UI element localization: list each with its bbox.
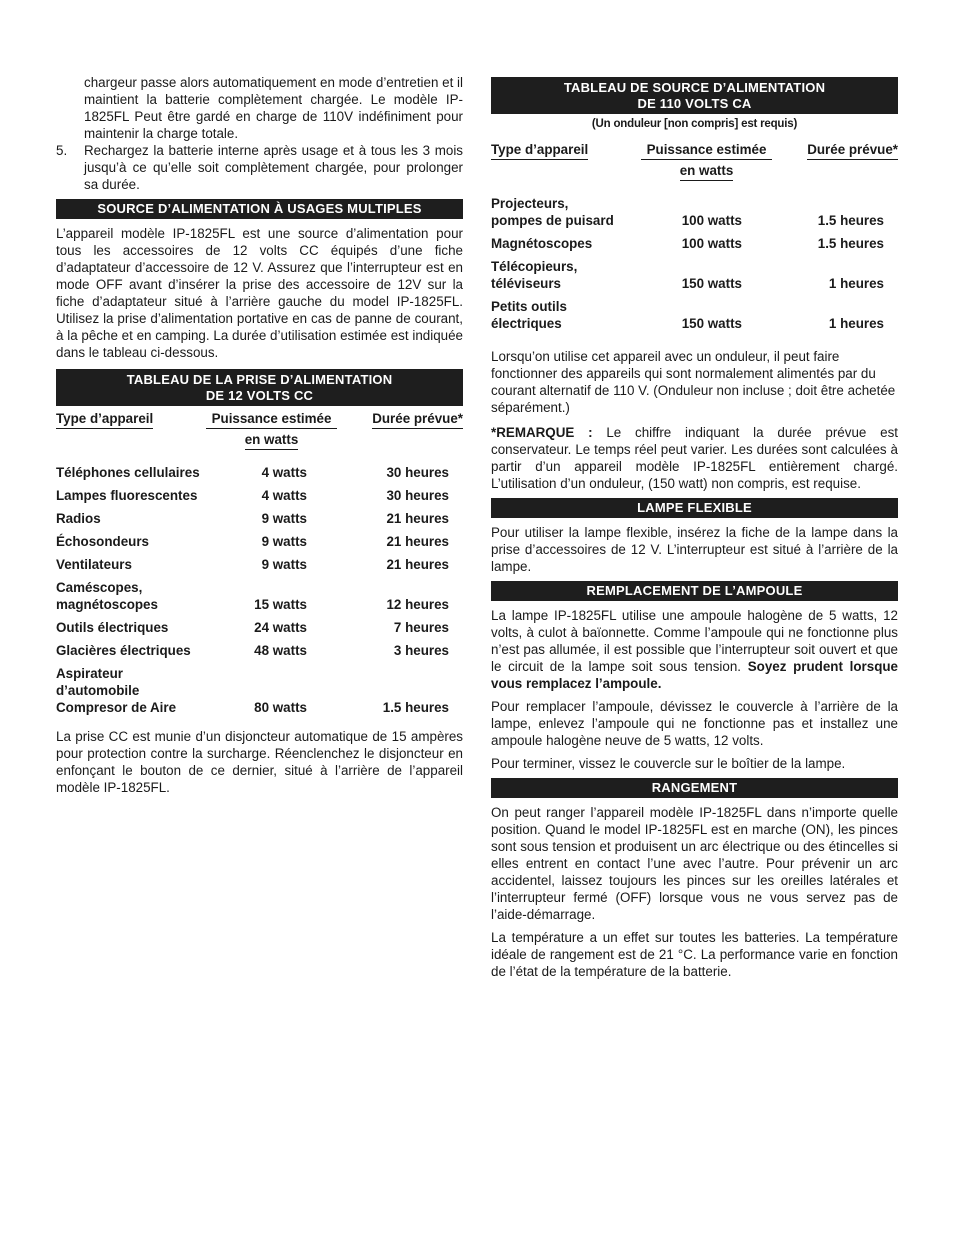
cell-power: 24 watts bbox=[254, 620, 307, 635]
cell-power: 9 watts bbox=[261, 557, 307, 572]
inverter-required-note: (Un onduleur [non compris] est requis) bbox=[591, 118, 798, 130]
cell-device-type bbox=[56, 550, 206, 573]
device-type-line: Lampes fluorescentes bbox=[56, 488, 198, 503]
table-heading-110v-line1: TABLEAU DE SOURCE D’ALIMENTATION bbox=[563, 80, 826, 95]
section-heading-lamp: LAMPE FLEXIBLE bbox=[491, 498, 898, 518]
table-row bbox=[56, 550, 463, 573]
table-row bbox=[491, 252, 898, 292]
remark-paragraph bbox=[491, 424, 898, 492]
device-type-line: Télécopieurs, téléviseurs bbox=[491, 259, 578, 291]
left-column bbox=[56, 74, 463, 802]
table-heading-12v bbox=[56, 369, 463, 406]
cell-duration: 21 heures bbox=[386, 534, 449, 549]
remark-label: *REMARQUE : bbox=[491, 425, 593, 440]
cell-device-type bbox=[491, 181, 641, 229]
cell-device-type bbox=[56, 636, 206, 659]
cell-duration: 7 heures bbox=[393, 620, 449, 635]
cell-duration: 30 heures bbox=[386, 488, 449, 503]
section-body-lamp: Pour utiliser la lampe flexible, insérez la fiche de la lampe dans la prise d’accessoires de 12 V. L’interrupteur est situé à l’arrière de la lampe. bbox=[491, 525, 898, 574]
inverter-paragraph: Lorsqu’on utilise cet appareil avec un onduleur, il peut faire fonctionner des appareils qui sont normalement alimentés par du courant alternatif de 110 V. (Onduleur non incluse ; doit être achetée séparément.) bbox=[491, 349, 896, 415]
device-type-line: Compresor de Aire bbox=[56, 700, 177, 715]
table-heading-110v-line2: DE 110 VOLTS CA bbox=[637, 96, 752, 111]
section-body-multi-use: L’appareil modèle IP-1825FL est une source d’alimentation pour tous les accessoires de 12 volts CC équipés d’une fiche d’adaptateur d’accessoire de 12 V. Assurez que l’interrupteur est en mode OFF avant d’insérer la prise des accessoire de 12V sur la fiche d’adaptateur situé à l’arrière gauche du model IP-1825FL. Utilisez la prise d’alimentation portative en cas de panne de courant, à la pêche et en camping. La durée d’utilisation estimée est indiquée dans le tableau ci-dessous. bbox=[56, 226, 463, 360]
section-heading-bulb: REMPLACEMENT DE L’AMPOULE bbox=[491, 581, 898, 601]
cell-duration: 1.5 heures bbox=[817, 236, 884, 251]
section-heading-multi-use: SOURCE D’ALIMENTATION À USAGES MULTIPLES bbox=[56, 199, 463, 219]
cell-duration: 1.5 heures bbox=[817, 213, 884, 228]
cell-power: 15 watts bbox=[254, 597, 307, 612]
table-row bbox=[491, 229, 898, 252]
list-item-5 bbox=[56, 142, 463, 193]
table-row bbox=[56, 450, 463, 481]
device-type-line: Magnétoscopes bbox=[491, 236, 593, 251]
device-type-line: Petits outils électriques bbox=[491, 299, 567, 331]
table-row bbox=[56, 659, 463, 716]
table-heading-12v-line2: DE 12 VOLTS CC bbox=[205, 388, 314, 403]
device-type-line: Téléphones cellulaires bbox=[56, 465, 200, 480]
cell-power: 9 watts bbox=[261, 534, 307, 549]
bulb-warning: Soyez prudent lorsque vous remplacez l’ampoule. bbox=[491, 659, 898, 691]
cell-duration: 3 heures bbox=[393, 643, 449, 658]
cell-power: 48 watts bbox=[254, 643, 307, 658]
header-type: Type d’appareil bbox=[56, 410, 206, 450]
device-type-line: Projecteurs, bbox=[491, 196, 569, 211]
cell-device-type bbox=[56, 573, 206, 613]
cell-power: 4 watts bbox=[261, 465, 307, 480]
remark-text: Le chiffre indiquant la durée prévue est conservateur. Le temps réel peut varier. Les durées sont calculées à partir d’un appareil modèle IP-1825FL entièrement chargé. L’utilisation d’un onduleur, (150 watt) non compris, est requise. bbox=[491, 425, 898, 491]
table-row bbox=[56, 613, 463, 636]
section-body-storage: On peut ranger l’appareil modèle IP-1825FL dans n’importe quelle position. Quand le model IP-1825FL est en marche (ON), les pinces sont sous tension et produisent un arc électrique ou des étincelles si elles entrent en contact l’une avec l’autre. Pour prévenir un arc accidentel, laissez toujours les pinces sur les oreilles latérales et l’interrupteur fermé (OFF) lorsque vous ne vous servez pas de l’aide-démarrage. bbox=[491, 805, 898, 922]
cell-duration: 30 heures bbox=[386, 465, 449, 480]
header-power: Puissance estimée en watts bbox=[641, 141, 772, 181]
cell-duration: 21 heures bbox=[386, 511, 449, 526]
cell-device-type bbox=[56, 450, 206, 481]
header-type: Type d’appareil bbox=[491, 141, 641, 181]
table-header-row bbox=[56, 410, 463, 450]
device-type-line: Caméscopes, bbox=[56, 580, 143, 595]
section-body-bulb: La lampe IP-1825FL utilise une ampoule halogène de 5 watts, 12 volts, à culot à baïonnette. Comme l’ampoule qui ne fonctionne plus n’est pas allumée, il est possible que l’interrupteur soit ouvert et que le circuit de la lampe soit sous tension. Soyez prudent lorsque vous remplacez l’ampoule. bbox=[491, 608, 898, 691]
device-type-line: pompes de puisard bbox=[491, 213, 614, 228]
list-text: Rechargez la batterie interne après usage et à tous les 3 mois jusqu’à ce qu’elle soit complètement chargée, pour prolonger sa durée. bbox=[84, 143, 463, 192]
cell-device-type bbox=[491, 229, 641, 252]
table-row bbox=[56, 527, 463, 550]
device-type-line: Outils électriques bbox=[56, 620, 169, 635]
device-type-line: Aspirateur d’automobile bbox=[56, 666, 140, 698]
cell-duration: 1.5 heures bbox=[382, 700, 449, 715]
table-heading-110v bbox=[491, 77, 898, 114]
cell-device-type bbox=[56, 527, 206, 550]
table-row bbox=[56, 573, 463, 613]
table-row bbox=[56, 481, 463, 504]
table-row bbox=[491, 292, 898, 332]
table-row bbox=[56, 636, 463, 659]
intro-continuation: chargeur passe alors automatiquement en mode d’entretien et il maintient la batterie complètement chargée. Le modèle IP-1825FL Peut être gardé en charge de 110V indéfiniment pour maintenir la charge totale. bbox=[84, 75, 463, 141]
device-type-line: Glacières électriques bbox=[56, 643, 191, 658]
table-row bbox=[56, 504, 463, 527]
cell-power: 4 watts bbox=[261, 488, 307, 503]
cell-power: 150 watts bbox=[681, 276, 742, 291]
table-row bbox=[491, 181, 898, 229]
device-type-line: Radios bbox=[56, 511, 101, 526]
table-12v bbox=[56, 410, 463, 716]
cell-duration: 1 heures bbox=[828, 316, 884, 331]
cell-power: 100 watts bbox=[681, 236, 742, 251]
device-type-line: magnétoscopes bbox=[56, 597, 158, 612]
cell-duration: 1 heures bbox=[828, 276, 884, 291]
device-type-line: Ventilateurs bbox=[56, 557, 132, 572]
bulb-replacement-steps: Pour remplacer l’ampoule, dévissez le couvercle à l’arrière de la lampe, enlevez l’ampoule qui ne fonctionne pas et installez une ampoule halogène neuve de 5 watts, 12 volts. bbox=[491, 699, 898, 748]
cell-device-type bbox=[491, 292, 641, 332]
cell-power: 9 watts bbox=[261, 511, 307, 526]
list-number: 5. bbox=[56, 143, 68, 158]
section-body-temperature: La température a un effet sur toutes les batteries. La température idéale de rangement est de 21 °C. La performance varie en fonction de l’état de la température de la batterie. bbox=[491, 930, 898, 979]
cell-device-type bbox=[491, 252, 641, 292]
cell-device-type bbox=[56, 659, 206, 716]
cell-power: 150 watts bbox=[681, 316, 742, 331]
circuit-breaker-note: La prise CC est munie d’un disjoncteur automatique de 15 ampères pour protection contre la surcharge. Réenclenchez le disjoncteur en enfonçant le bouton de ce dernier, situé à l’arrière de l’appareil modèle IP-1825FL. bbox=[56, 729, 463, 795]
header-power: Puissance estimée en watts bbox=[206, 410, 337, 450]
cell-device-type bbox=[56, 613, 206, 636]
cell-duration: 21 heures bbox=[386, 557, 449, 572]
table-heading-12v-line1: TABLEAU DE LA PRISE D’ALIMENTATION bbox=[126, 372, 393, 387]
table-110v bbox=[491, 141, 898, 332]
cell-power: 100 watts bbox=[681, 213, 742, 228]
header-duration: Durée prévue* bbox=[337, 410, 463, 450]
cell-device-type bbox=[56, 504, 206, 527]
device-type-line: Échosondeurs bbox=[56, 534, 150, 549]
cell-duration: 12 heures bbox=[386, 597, 449, 612]
header-duration: Durée prévue* bbox=[772, 141, 898, 181]
table-header-row bbox=[491, 141, 898, 181]
section-heading-storage: RANGEMENT bbox=[491, 778, 898, 798]
right-column bbox=[491, 77, 898, 986]
cell-power: 80 watts bbox=[254, 700, 307, 715]
cell-device-type bbox=[56, 481, 206, 504]
bulb-final-step: Pour terminer, vissez le couvercle sur le boîtier de la lampe. bbox=[491, 756, 846, 771]
